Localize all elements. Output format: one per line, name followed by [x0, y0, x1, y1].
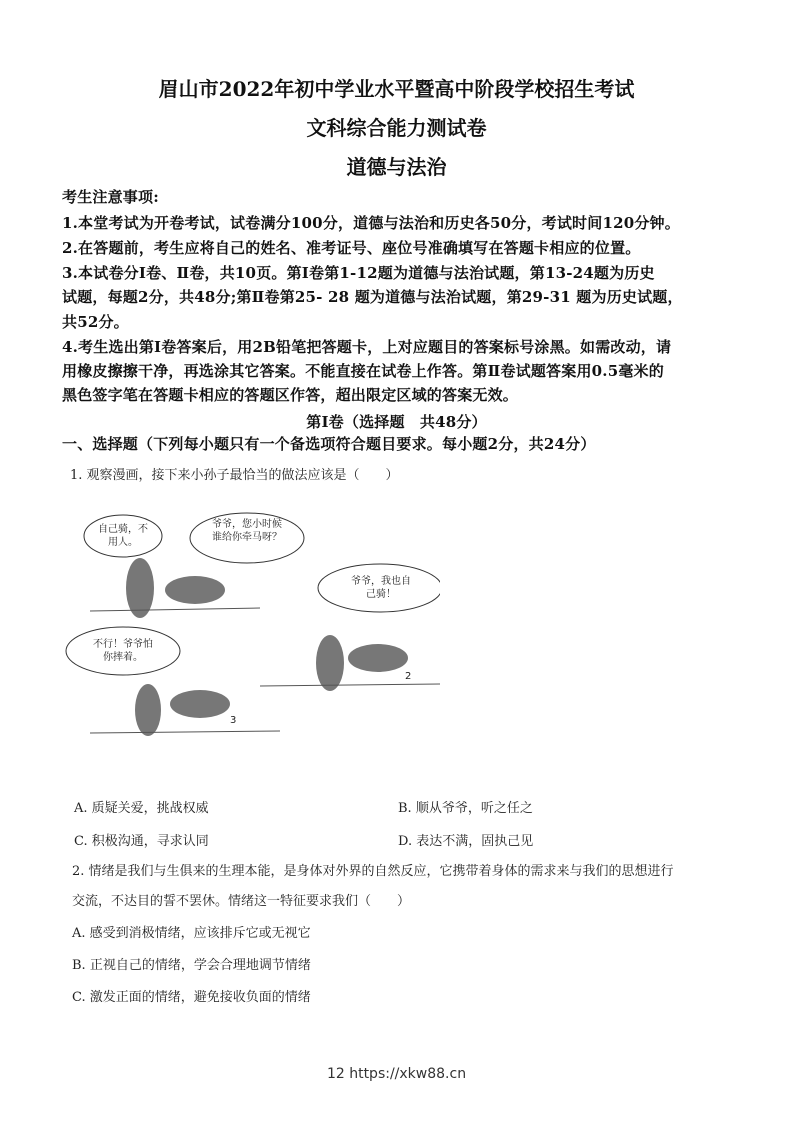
option-b: B. 正视自己的情绪，学会合理地调节情绪 [72, 958, 311, 973]
option-a: A. 质疑关爱，挑战权威 [74, 801, 209, 816]
option-a: A. 感受到消极情绪，应该排斥它或无视它 [72, 926, 311, 941]
panel-number: 3 [230, 715, 237, 726]
notice-line: 用橡皮擦擦干净，再选涂其它答案。不能直接在试卷上作答。第Ⅱ卷试题答案用0.5毫米的 [62, 362, 664, 380]
notice-line: 1.本堂考试为开卷考试，试卷满分100分，道德与法治和历史各50分，考试时间120分钟。 [62, 214, 680, 232]
notice-line: 试题，每题2分，共48分;第Ⅱ卷第25- 28 题为道德与法治试题，第29-31 题为历史试题， [62, 288, 683, 306]
option-c: C. 积极沟通，寻求认同 [74, 834, 209, 849]
question-2-stem: 交流，不达目的誓不罢休。情绪这一特征要求我们（ ） [72, 894, 411, 909]
notice-heading: 考生注意事项: [62, 188, 159, 206]
notice-line: 4.考生选出第Ⅰ卷答案后，用2B铅笔把答题卡，上对应题目的答案标号涂黑。如需改动，请 [62, 338, 672, 356]
question-1-stem: 1. 观察漫画，接下来小孙子最恰当的做法应该是（ ） [70, 468, 399, 483]
part-heading: 一、选择题（下列每小题只有一个备选项符合题目要求。每小题2分，共24分） [62, 435, 596, 453]
notice-line: 共52分。 [62, 313, 129, 331]
option-b: B. 顺从爷爷，听之任之 [398, 801, 533, 816]
option-d: D. 表达不满，固执己见 [398, 834, 534, 849]
speech-bubble: 不行！爷爷怕你摔着。 [93, 639, 153, 663]
comic-image [60, 500, 440, 740]
speech-bubble: 爷爷，我也自己骑！ [351, 576, 411, 600]
notice-line: 2.在答题前，考生应将自己的姓名、准考证号、座位号准确填写在答题卡相应的位置。 [62, 239, 641, 257]
notice-line: 3.本试卷分Ⅰ卷、Ⅱ卷，共10页。第Ⅰ卷第1-12题为道德与法治试题，第13-24题为历史 [62, 264, 655, 282]
panel-number: 2 [405, 671, 412, 682]
exam-title: 眉山市2022年初中学业水平暨高中阶段学校招生考试 [158, 77, 635, 101]
subject-title: 道德与法治 [346, 155, 447, 179]
speech-bubble: 自己骑，不用人。 [98, 524, 148, 548]
notice-line: 黑色签字笔在答题卡相应的答题区作答，超出限定区域的答案无效。 [62, 386, 519, 404]
speech-bubble: 爷爷，您小时候谁给你牵马呀？ [212, 519, 282, 543]
question-2-stem: 2. 情绪是我们与生俱来的生理本能，是身体对外界的自然反应，它携带着身体的需求来与我们的思想进行 [72, 864, 674, 879]
page-footer: 12 https://xkw88.cn [326, 1066, 467, 1082]
section-title: 第Ⅰ卷（选择题 共48分） [306, 413, 487, 431]
option-c: C. 激发正面的情绪，避免接收负面的情绪 [72, 990, 311, 1005]
exam-subtitle: 文科综合能力测试卷 [306, 116, 487, 140]
